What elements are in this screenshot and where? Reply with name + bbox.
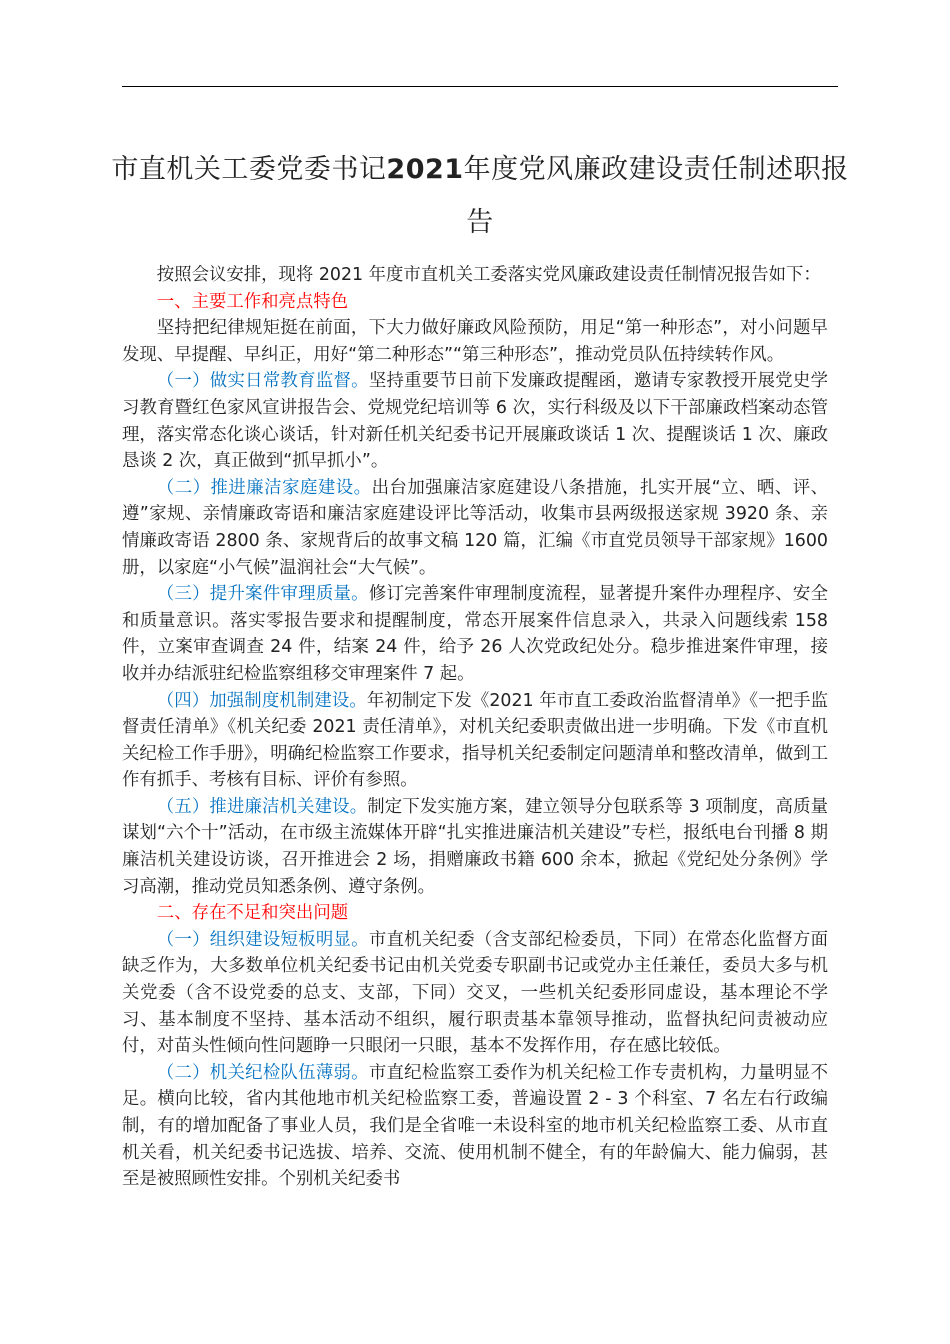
item-lead: （二）推进廉洁家庭建设。	[156, 477, 372, 498]
title-part1: 市直机关工委党委书记	[111, 154, 387, 185]
document-title	[110, 143, 850, 249]
item-lead: （二）机关纪检队伍薄弱。	[156, 1062, 369, 1083]
title-part2: 年度党风廉政建设责任制述职报告	[463, 154, 849, 238]
item-paragraph	[122, 688, 828, 794]
title-year: 2021	[386, 154, 464, 185]
item-lead: （一）组织建设短板明显。	[156, 929, 369, 950]
item-paragraph	[122, 475, 828, 581]
item-paragraph	[122, 794, 828, 900]
heading-text: 一、主要工作和亮点特色	[156, 291, 349, 312]
document-body	[122, 262, 828, 1193]
item-paragraph	[122, 581, 828, 687]
paragraph-text: 按照会议安排，现将 2021 年度市直机关工委落实党风廉政建设责任制情况报告如下：	[156, 265, 821, 285]
body-paragraph	[122, 315, 828, 368]
item-paragraph	[122, 1060, 828, 1193]
item-text: 坚持重要节日前下发廉政提醒函，邀请专家教授开展党史学习教育暨红色家风宣讲报告会、党规党纪培训等 6 次，实行科级及以下干部廉政档案动态管理，落实常态化谈心谈话，针对新任机关纪委书记开展廉政谈话 1 次、提醒谈话 1 次、廉政恳谈 2 次，真正做到“抓早抓小”。	[122, 371, 828, 472]
header-rule	[122, 86, 838, 87]
item-lead: （五）推进廉洁机关建设。	[156, 796, 368, 817]
heading-text: 二、存在不足和突出问题	[156, 903, 349, 924]
section-heading	[122, 900, 828, 927]
item-paragraph	[122, 927, 828, 1060]
intro-paragraph	[122, 262, 828, 289]
item-lead: （一）做实日常教育监督。	[156, 371, 369, 392]
item-text: 制定下发实施方案，建立领导分包联系等 3 项制度，高质量谋划“六个十”活动，在市级主流媒体开辟“扎实推进廉洁机关建设”专栏，报纸电台刊播 8 期廉洁机关建设访谈，召开推进会 2 场，捐赠廉政书籍 600 余本，掀起《党纪处分条例》学习高潮，推动党员知悉条例、遵守条例。	[122, 796, 828, 897]
section-heading	[122, 289, 828, 316]
item-text: 修订完善案件审理制度流程，显著提升案件办理程序、安全和质量意识。落实零报告要求和提醒制度，常态开展案件信息录入，共录入问题线索 158 件，立案审查调查 24 件，结案 24 件，给予 26 人次党政纪处分。稳步推进案件审理，接收并办结派驻纪检监察组移交审理案件 7 起。	[122, 584, 828, 684]
item-lead: （四）加强制度机制建设。	[156, 690, 367, 711]
paragraph-text: 坚持把纪律规矩挺在前面，下大力做好廉政风险预防，用足“第一种形态”，对小问题早发现、早提醒、早纠正，用好“第二种形态”“第三种形态”，推动党员队伍持续转作风。	[122, 318, 828, 365]
item-text: 出台加强廉洁家庭建设八条措施，扎实开展“立、晒、评、遵”家规、亲情廉政寄语和廉洁家庭建设评比等活动，收集市县两级报送家规 3920 条、亲情廉政寄语 2800 条、家规背后的故事文稿 120 篇，汇编《市直党员领导干部家规》1600 册，以家庭“小气候”温润社会“大气候”。	[122, 477, 828, 578]
item-text: 年初制定下发《2021 年市直工委政治监督清单》《一把手监督责任清单》《机关纪委 2021 责任清单》，对机关纪委职责做出进一步明确。下发《市直机关纪检工作手册》，明确纪检监察工作要求，指导机关纪委制定问题清单和整改清单，做到工作有抓手、考核有目标、评价有参照。	[122, 690, 828, 791]
item-lead: （三）提升案件审理质量。	[156, 584, 369, 605]
item-text: 市直纪检监察工委作为机关纪检工作专责机构，力量明显不足。横向比较，省内其他地市机关纪检监察工委，普遍设置 2 - 3 个科室、7 名左右行政编制，有的增加配备了事业人员，我们是全省唯一未设科室的地市机关纪检监察工委、从市直机关看，机关纪委书记选拔、培养、交流、使用机制不健全，有的年龄偏大、能力偏弱，甚至是被照顾性安排。个别机关纪委书	[122, 1062, 828, 1190]
item-paragraph	[122, 368, 828, 474]
item-text: 市直机关纪委（含支部纪检委员，下同）在常态化监督方面缺乏作为，大多数单位机关纪委书记由机关党委专职副书记或党办主任兼任，委员大多与机关党委（含不设党委的总支、支部，下同）交叉，一些机关纪委形同虚设，基本理论不学习、基本制度不坚持、基本活动不组织，履行职责基本靠领导推动，监督执纪问责被动应付，对苗头性倾向性问题睁一只眼闭一只眼，基本不发挥作用，存在感比较低。	[122, 929, 828, 1057]
